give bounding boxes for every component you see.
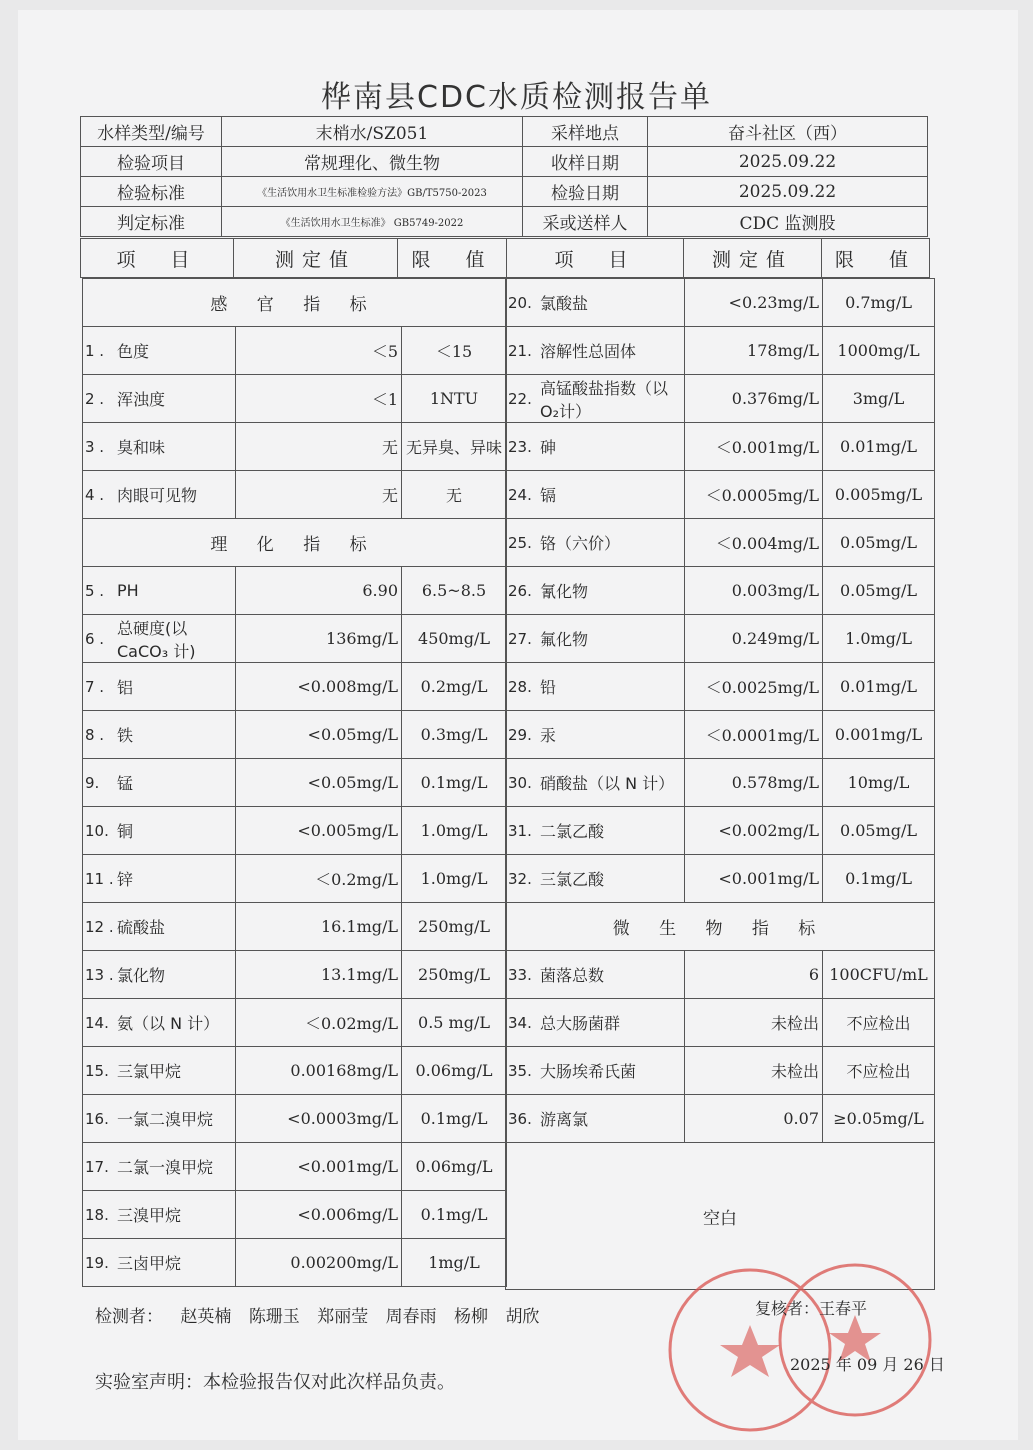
measured-value: 0.00200mg/L: [236, 1239, 402, 1287]
item-name: 总硬度(以 CaCO₃ 计): [117, 615, 236, 663]
limit-value: 0.5 mg/L: [402, 999, 507, 1047]
item-name: 铁: [117, 711, 236, 759]
left-results-table: [82, 278, 507, 1287]
measured-value: <0.002mg/L: [685, 807, 823, 855]
receive-date-value: 2025.09.22: [648, 147, 928, 177]
limit-value: ≥0.05mg/L: [823, 1095, 935, 1143]
report-header-table: [80, 116, 928, 237]
item-name: 三氯甲烷: [117, 1047, 236, 1095]
sample-type-value: 末梢水/SZ051: [222, 117, 523, 147]
test-items-label: 检验项目: [81, 147, 222, 177]
item-number: 8 .: [83, 711, 118, 759]
lab-statement: 实验室声明：本检验报告仅对此次样品负责。: [95, 1372, 455, 1393]
col-measured: 测定值: [234, 239, 398, 278]
item-name: 臭和味: [117, 423, 236, 471]
measured-value: <0.008mg/L: [236, 663, 402, 711]
item-name: 镉: [540, 471, 685, 519]
table-row: [506, 759, 935, 807]
table-row: [83, 903, 507, 951]
item-name: 铅: [540, 663, 685, 711]
item-number: 14.: [83, 999, 118, 1047]
measured-value: ＜0.2mg/L: [236, 855, 402, 903]
item-name: 二氯乙酸: [540, 807, 685, 855]
measured-value: 0.00168mg/L: [236, 1047, 402, 1095]
section-micro: [506, 903, 935, 951]
table-row: [83, 1047, 507, 1095]
sampling-location-value: 奋斗社区（西）: [648, 117, 928, 147]
col-limit: 限 值: [822, 239, 930, 278]
test-date-value: 2025.09.22: [648, 177, 928, 207]
table-row: [506, 471, 935, 519]
measured-value: 0.376mg/L: [685, 375, 823, 423]
table-row: [83, 807, 507, 855]
inspector-name: 胡欣: [505, 1307, 540, 1327]
table-row: [83, 999, 507, 1047]
item-name: 氰化物: [540, 567, 685, 615]
measured-value: 13.1mg/L: [236, 951, 402, 999]
item-name: 二氯一溴甲烷: [117, 1143, 236, 1191]
test-standard-label: 检验标准: [81, 177, 222, 207]
item-number: 1 .: [83, 327, 118, 375]
item-name: 菌落总数: [540, 951, 685, 999]
header-row: [81, 207, 928, 237]
item-number: 25.: [506, 519, 541, 567]
item-number: 23.: [506, 423, 541, 471]
table-row: [506, 999, 935, 1047]
item-name: 总大肠菌群: [540, 999, 685, 1047]
table-row: [506, 567, 935, 615]
blank-label: 空白: [506, 1143, 935, 1290]
item-name: 大肠埃希氏菌: [540, 1047, 685, 1095]
item-number: 16.: [83, 1095, 118, 1143]
limit-value: 0.2mg/L: [402, 663, 507, 711]
measured-value: ＜0.0001mg/L: [685, 711, 823, 759]
limit-value: 100CFU/mL: [823, 951, 935, 999]
limit-value: 0.1mg/L: [402, 1095, 507, 1143]
table-row: [506, 855, 935, 903]
table-row: [83, 1095, 507, 1143]
item-name: 游离氯: [540, 1095, 685, 1143]
limit-value: 0.001mg/L: [823, 711, 935, 759]
judgement-standard-value: 《生活饮用水卫生标准》 GB5749-2022: [222, 207, 523, 237]
item-number: 9.: [83, 759, 118, 807]
item-number: 22.: [506, 375, 541, 423]
item-number: 34.: [506, 999, 541, 1047]
item-name: 三卤甲烷: [117, 1239, 236, 1287]
measured-value: 未检出: [685, 999, 823, 1047]
item-name: 铝: [117, 663, 236, 711]
measured-value: 136mg/L: [236, 615, 402, 663]
limit-value: 3mg/L: [823, 375, 935, 423]
table-row: [83, 615, 507, 663]
table-row: [83, 711, 507, 759]
inspectors-line: [95, 1302, 551, 1327]
limit-value: 1.0mg/L: [402, 855, 507, 903]
table-row: [506, 951, 935, 999]
measured-value: 6.90: [236, 567, 402, 615]
inspector-name: 周春雨: [385, 1307, 437, 1327]
table-row: [506, 1047, 935, 1095]
item-name: 浑浊度: [117, 375, 236, 423]
right-results-table: [505, 278, 935, 1290]
limit-value: ＜15: [402, 327, 507, 375]
column-header-table: [80, 238, 930, 278]
item-number: 30.: [506, 759, 541, 807]
limit-value: 1mg/L: [402, 1239, 507, 1287]
inspector-name: 赵英楠: [180, 1307, 232, 1327]
header-row: [81, 147, 928, 177]
item-number: 3 .: [83, 423, 118, 471]
item-number: 32.: [506, 855, 541, 903]
table-row: [506, 1095, 935, 1143]
col-item: 项 目: [81, 239, 234, 278]
limit-value: 不应检出: [823, 1047, 935, 1095]
measured-value: <0.001mg/L: [236, 1143, 402, 1191]
limit-value: 6.5~8.5: [402, 567, 507, 615]
limit-value: 0.05mg/L: [823, 567, 935, 615]
item-number: 13 .: [83, 951, 118, 999]
table-row: [506, 279, 935, 327]
limit-value: 250mg/L: [402, 903, 507, 951]
measured-value: 0.249mg/L: [685, 615, 823, 663]
limit-value: 0.1mg/L: [823, 855, 935, 903]
test-date-label: 检验日期: [523, 177, 648, 207]
item-name: 氨（以 N 计）: [117, 999, 236, 1047]
measured-value: <0.0003mg/L: [236, 1095, 402, 1143]
limit-value: 0.01mg/L: [823, 423, 935, 471]
limit-value: 0.06mg/L: [402, 1143, 507, 1191]
limit-value: 0.005mg/L: [823, 471, 935, 519]
item-name: 三溴甲烷: [117, 1191, 236, 1239]
inspector-name: 郑丽莹: [317, 1307, 369, 1327]
item-number: 29.: [506, 711, 541, 759]
inspectors-label: 检测者：: [95, 1307, 163, 1327]
header-row: [81, 177, 928, 207]
sampling-location-label: 采样地点: [523, 117, 648, 147]
measured-value: ＜0.004mg/L: [685, 519, 823, 567]
table-row: [506, 807, 935, 855]
measured-value: <0.05mg/L: [236, 759, 402, 807]
measured-value: <0.05mg/L: [236, 711, 402, 759]
measured-value: 0.578mg/L: [685, 759, 823, 807]
limit-value: 0.01mg/L: [823, 663, 935, 711]
table-row: [506, 615, 935, 663]
sampler-value: CDC 监测股: [648, 207, 928, 237]
item-name: 硫酸盐: [117, 903, 236, 951]
measured-value: 16.1mg/L: [236, 903, 402, 951]
limit-value: 不应检出: [823, 999, 935, 1047]
measured-value: 无: [236, 471, 402, 519]
item-number: 2 .: [83, 375, 118, 423]
item-number: 10.: [83, 807, 118, 855]
table-row: [83, 327, 507, 375]
table-row: [83, 423, 507, 471]
item-name: 汞: [540, 711, 685, 759]
limit-value: 0.1mg/L: [402, 1191, 507, 1239]
item-name: 溶解性总固体: [540, 327, 685, 375]
section-title: 理 化 指 标: [83, 519, 507, 567]
table-row: [83, 951, 507, 999]
item-name: 铜: [117, 807, 236, 855]
limit-value: 1NTU: [402, 375, 507, 423]
item-number: 33.: [506, 951, 541, 999]
measured-value: 无: [236, 423, 402, 471]
limit-value: 0.05mg/L: [823, 807, 935, 855]
item-number: 17.: [83, 1143, 118, 1191]
item-number: 18.: [83, 1191, 118, 1239]
item-name: 砷: [540, 423, 685, 471]
item-name: 铬（六价）: [540, 519, 685, 567]
col-measured: 测定值: [684, 239, 822, 278]
item-number: 6 .: [83, 615, 118, 663]
limit-value: 1000mg/L: [823, 327, 935, 375]
measured-value: ＜0.001mg/L: [685, 423, 823, 471]
section-sensory: [83, 279, 507, 327]
item-number: 19.: [83, 1239, 118, 1287]
item-number: 31.: [506, 807, 541, 855]
official-seal-stamp: [665, 1245, 935, 1449]
section-physchem: [83, 519, 507, 567]
table-row: [506, 375, 935, 423]
table-row: [83, 759, 507, 807]
item-number: 26.: [506, 567, 541, 615]
col-limit: 限 值: [398, 239, 507, 278]
item-number: 28.: [506, 663, 541, 711]
item-name: 锰: [117, 759, 236, 807]
section-title: 微 生 物 指 标: [506, 903, 935, 951]
table-row: [506, 327, 935, 375]
item-name: 三氯乙酸: [540, 855, 685, 903]
measured-value: 0.07: [685, 1095, 823, 1143]
header-row: [81, 117, 928, 147]
table-row: [506, 663, 935, 711]
item-number: 11 .: [83, 855, 118, 903]
item-number: 21.: [506, 327, 541, 375]
limit-value: 250mg/L: [402, 951, 507, 999]
item-name: 锌: [117, 855, 236, 903]
receive-date-label: 收样日期: [523, 147, 648, 177]
table-row: [83, 1239, 507, 1287]
item-number: 35.: [506, 1047, 541, 1095]
item-number: 5 .: [83, 567, 118, 615]
measured-value: 6: [685, 951, 823, 999]
limit-value: 1.0mg/L: [823, 615, 935, 663]
measured-value: <0.001mg/L: [685, 855, 823, 903]
test-items-value: 常规理化、微生物: [222, 147, 523, 177]
measured-value: ＜5: [236, 327, 402, 375]
measured-value: 未检出: [685, 1047, 823, 1095]
table-row: [83, 471, 507, 519]
item-name: 肉眼可见物: [117, 471, 236, 519]
table-row: [506, 519, 935, 567]
limit-value: 450mg/L: [402, 615, 507, 663]
limit-value: 0.05mg/L: [823, 519, 935, 567]
section-title: 感 官 指 标: [83, 279, 507, 327]
limit-value: 0.06mg/L: [402, 1047, 507, 1095]
item-number: 4 .: [83, 471, 118, 519]
item-name: 高锰酸盐指数（以 O₂计）: [540, 375, 685, 423]
item-name: 硝酸盐（以 N 计）: [540, 759, 685, 807]
table-row: [506, 711, 935, 759]
table-row: [506, 423, 935, 471]
item-number: 20.: [506, 279, 541, 327]
col-item: 项 目: [507, 239, 684, 278]
limit-value: 10mg/L: [823, 759, 935, 807]
sample-type-label: 水样类型/编号: [81, 117, 222, 147]
table-row: [83, 1143, 507, 1191]
table-row: [83, 567, 507, 615]
inspector-name: 陈珊玉: [248, 1307, 300, 1327]
report-title: 桦南县CDC水质检测报告单: [321, 80, 712, 115]
judgement-standard-label: 判定标准: [81, 207, 222, 237]
item-number: 24.: [506, 471, 541, 519]
limit-value: 无: [402, 471, 507, 519]
measured-value: ＜0.0005mg/L: [685, 471, 823, 519]
measured-value: 0.003mg/L: [685, 567, 823, 615]
limit-value: 1.0mg/L: [402, 807, 507, 855]
item-name: 氟化物: [540, 615, 685, 663]
item-name: PH: [117, 567, 236, 615]
inspector-name: 杨柳: [454, 1307, 489, 1327]
test-standard-value: 《生活饮用水卫生标准检验方法》GB/T5750-2023: [222, 177, 523, 207]
measured-value: <0.006mg/L: [236, 1191, 402, 1239]
limit-value: 0.7mg/L: [823, 279, 935, 327]
item-name: 一氯二溴甲烷: [117, 1095, 236, 1143]
limit-value: 0.3mg/L: [402, 711, 507, 759]
measured-value: <0.005mg/L: [236, 807, 402, 855]
item-name: 氯化物: [117, 951, 236, 999]
reviewer: 复核者：王春平: [755, 1299, 868, 1318]
item-number: 36.: [506, 1095, 541, 1143]
item-number: 12 .: [83, 903, 118, 951]
table-row: [83, 855, 507, 903]
item-name: 氯酸盐: [540, 279, 685, 327]
table-row: [83, 375, 507, 423]
measured-value: 178mg/L: [685, 327, 823, 375]
limit-value: 0.1mg/L: [402, 759, 507, 807]
limit-value: 无异臭、异味: [402, 423, 507, 471]
item-name: 色度: [117, 327, 236, 375]
item-number: 27.: [506, 615, 541, 663]
measured-value: <0.23mg/L: [685, 279, 823, 327]
report-date: 2025 年 09 月 26 日: [790, 1355, 945, 1374]
item-number: 15.: [83, 1047, 118, 1095]
item-number: 7 .: [83, 663, 118, 711]
table-row: [83, 1191, 507, 1239]
measured-value: ＜0.0025mg/L: [685, 663, 823, 711]
measured-value: ＜0.02mg/L: [236, 999, 402, 1047]
sampler-label: 采或送样人: [523, 207, 648, 237]
table-row: [83, 663, 507, 711]
measured-value: ＜1: [236, 375, 402, 423]
